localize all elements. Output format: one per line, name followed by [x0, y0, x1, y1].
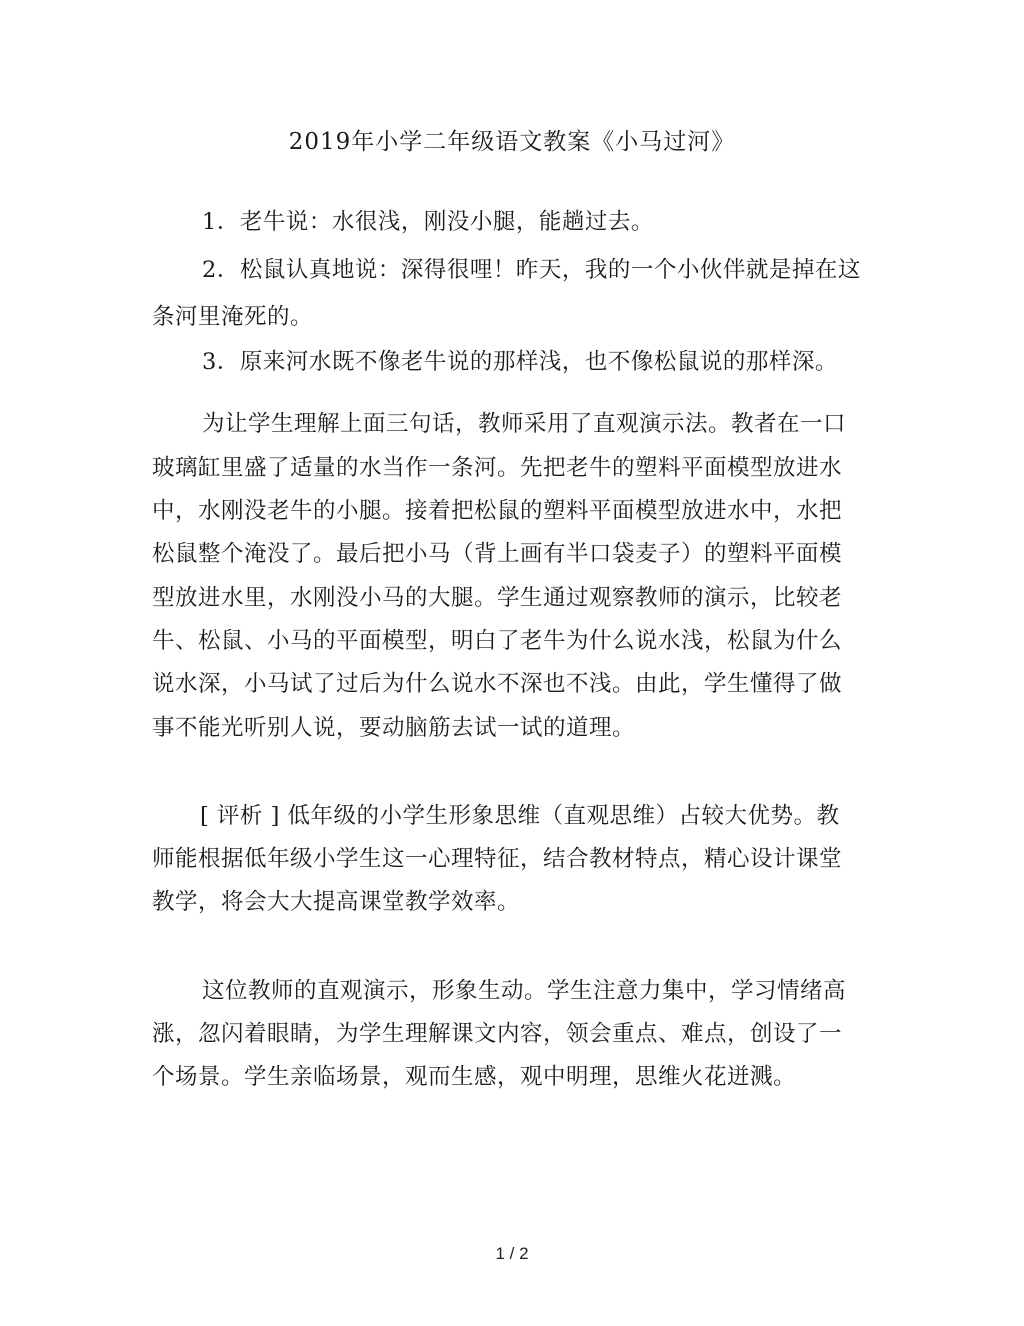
paragraph-3-line-2: 涨，忽闪着眼睛，为学生理解课文内容，领会重点、难点，创设了一 — [152, 1021, 843, 1047]
paragraph-1-line-1: 为让学生理解上面三句话，教师采用了直观演示法。教者在一口 — [202, 411, 847, 437]
paragraph-1-line-3: 中，水刚没老牛的小腿。接着把松鼠的塑料平面模型放进水中，水把 — [152, 498, 843, 524]
item-2-line-1: 2．松鼠认真地说：深得很哩！昨天，我的一个小伙伴就是掉在这 — [202, 257, 861, 283]
paragraph-1-line-5: 型放进水里，水刚没小马的大腿。学生通过观察教师的演示，比较老 — [152, 585, 843, 611]
page-number: 1 / 2 — [495, 1244, 529, 1263]
paragraph-3-line-3: 个场景。学生亲临场景，观而生感，观中明理，思维火花迸溅。 — [152, 1064, 797, 1090]
paragraph-2-line-1: [ 评析 ] 低年级的小学生形象思维（直观思维）占较大优势。教 — [200, 803, 840, 829]
item-1-line-1: 1．老牛说：水很浅，刚没小腿，能趟过去。 — [202, 209, 654, 235]
item-2-line-2: 条河里淹死的。 — [152, 304, 314, 330]
paragraph-1-line-7: 说水深，小马试了过后为什么说水不深也不浅。由此，学生懂得了做 — [152, 671, 843, 697]
paragraph-1-line-6: 牛、松鼠、小马的平面模型，明白了老牛为什么说水浅，松鼠为什么 — [152, 628, 843, 654]
paragraph-1-line-4: 松鼠整个淹没了。最后把小马（背上画有半口袋麦子）的塑料平面模 — [152, 541, 843, 567]
item-3-line-1: 3．原来河水既不像老牛说的那样浅，也不像松鼠说的那样深。 — [202, 349, 838, 375]
document-title: 2019年小学二年级语文教案《小马过河》 — [288, 129, 736, 155]
paragraph-2-line-2: 师能根据低年级小学生这一心理特征，结合教材特点，精心设计课堂 — [152, 846, 843, 872]
paragraph-1-line-2: 玻璃缸里盛了适量的水当作一条河。先把老牛的塑料平面模型放进水 — [152, 455, 843, 481]
paragraph-3-line-1: 这位教师的直观演示，形象生动。学生注意力集中，学习情绪高 — [202, 978, 847, 1004]
paragraph-1-line-8: 事不能光听别人说，要动脑筋去试一试的道理。 — [152, 715, 636, 741]
paragraph-2-line-3: 教学，将会大大提高课堂教学效率。 — [152, 889, 521, 915]
